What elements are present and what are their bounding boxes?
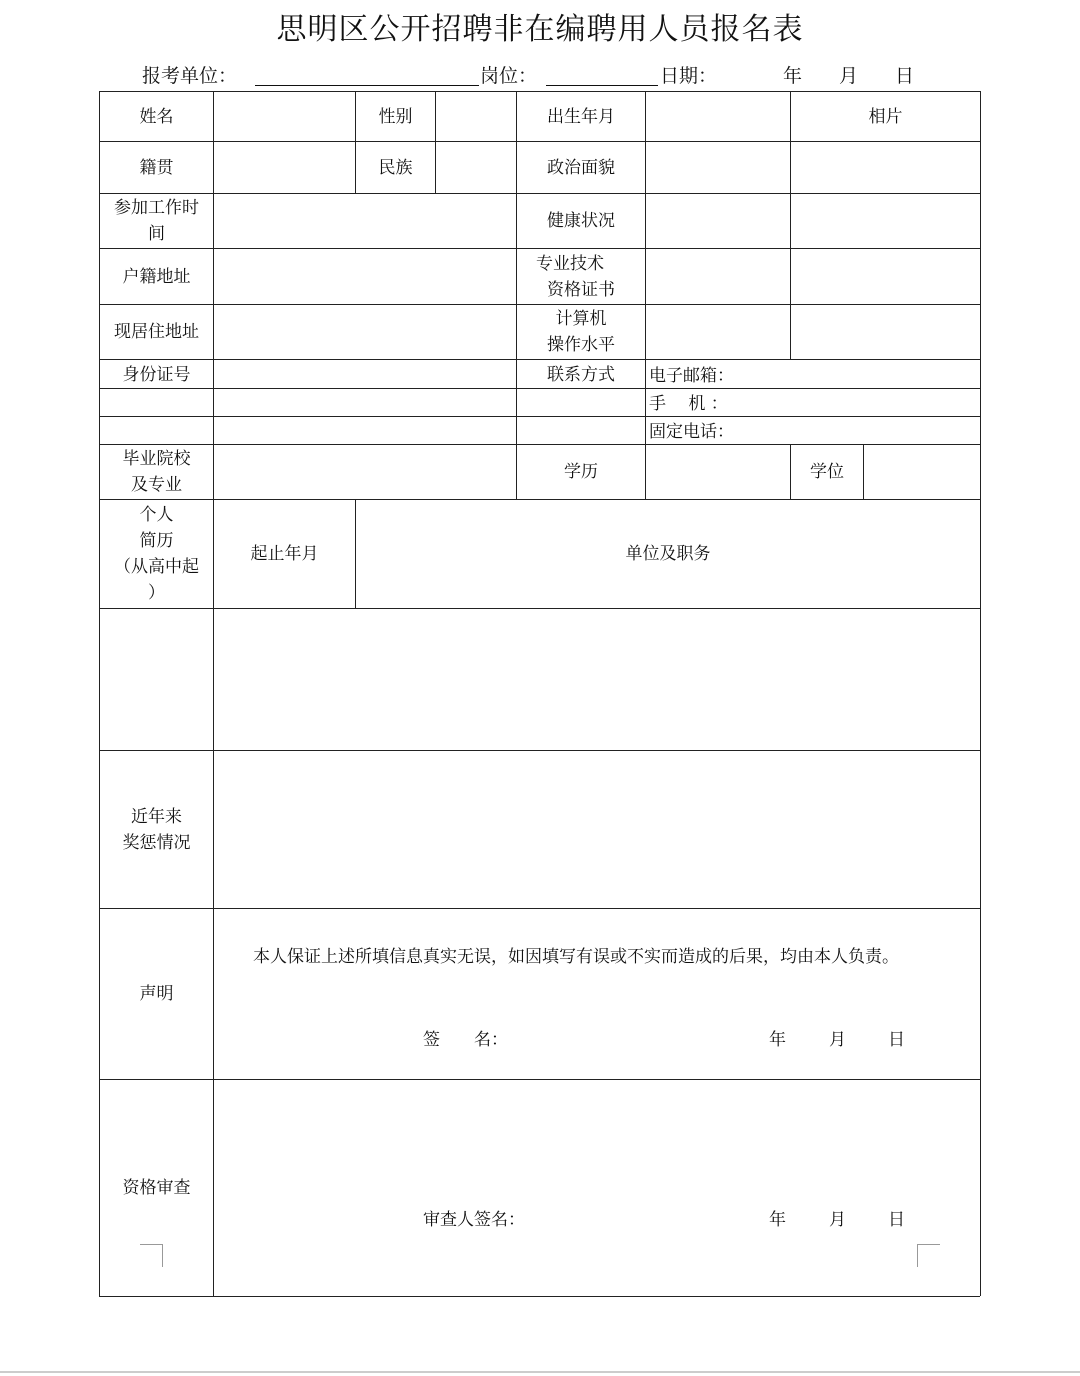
resume-label [100, 500, 213, 608]
ethnicity-field[interactable] [436, 142, 516, 193]
work-start-field[interactable] [214, 194, 516, 248]
awards-field[interactable] [214, 751, 980, 908]
page-bottom-divider [0, 1371, 1080, 1373]
native-place-label: 籍贯 [139, 157, 174, 178]
cert-label [517, 249, 645, 304]
contact-label: 联系方式 [547, 365, 615, 385]
school-field[interactable] [214, 445, 516, 499]
date-year: 年 [783, 65, 803, 87]
period-header: 起止年月 [250, 544, 319, 564]
resume-label-line3: （从高中起 [114, 557, 199, 577]
unit-label: 报考单位： [142, 65, 238, 87]
education-field[interactable] [646, 445, 790, 499]
date-label: 日期： [660, 65, 718, 87]
review-month: 月 [829, 1210, 846, 1230]
computer-label-line1: 计算机 [555, 309, 607, 329]
cert-label-line1: 专业技术 [536, 253, 604, 274]
landline-label: 固定电话： [649, 422, 734, 442]
computer-label [517, 305, 645, 359]
awards-label-line1: 近年来 [131, 806, 182, 827]
political-status-field[interactable] [646, 142, 790, 193]
education-label: 学历 [564, 462, 598, 482]
name-field[interactable] [214, 92, 355, 141]
health-field[interactable] [646, 194, 790, 248]
qualification-label: 资格审查 [122, 1178, 191, 1198]
crop-mark-right [917, 1244, 940, 1267]
position-input-line[interactable] [546, 85, 658, 86]
native-place-field[interactable] [214, 142, 355, 193]
cert-label-line2: 资格证书 [547, 279, 615, 300]
degree-label: 学位 [810, 462, 844, 482]
work-start-label-line1: 参加工作时 [114, 198, 199, 218]
gender-label: 性别 [378, 106, 413, 127]
computer-field[interactable] [646, 305, 790, 359]
sign-label: 签 名： [423, 1030, 508, 1050]
school-label [100, 445, 213, 499]
school-label-line1: 毕业院校 [122, 449, 191, 469]
unit-input-line[interactable] [255, 85, 479, 86]
crop-mark-left [140, 1244, 163, 1267]
current-address-field[interactable] [214, 305, 516, 359]
email-label: 电子邮箱： [649, 366, 734, 386]
id-number-label: 身份证号 [122, 365, 191, 385]
birth-label: 出生年月 [547, 106, 615, 127]
resume-label-line4: ） [148, 583, 165, 603]
cert-field[interactable] [646, 249, 790, 304]
sign-day: 日 [888, 1030, 905, 1050]
resume-field[interactable] [214, 609, 980, 750]
mobile-label: 手 机 ： [649, 394, 728, 414]
ethnicity-label: 民族 [378, 157, 413, 178]
date-month: 月 [839, 65, 859, 87]
school-label-line2: 及专业 [131, 475, 182, 495]
health-label: 健康状况 [547, 211, 615, 231]
form-title: 思明区公开招聘非在编聘用人员报名表 [276, 12, 804, 47]
reviewer-label: 审查人签名： [423, 1210, 525, 1230]
review-day: 日 [888, 1210, 905, 1230]
unit-duty-header: 单位及职务 [625, 544, 711, 564]
resume-label-line2: 简历 [139, 531, 174, 551]
declaration-text: 本人保证上述所填信息真实无误，如因填写有误或不实而造成的后果，均由本人负责。 [253, 947, 899, 967]
hukou-address-field[interactable] [214, 249, 516, 304]
gender-field[interactable] [436, 92, 516, 141]
date-day: 日 [895, 65, 915, 87]
sign-year: 年 [769, 1030, 786, 1050]
hukou-address-label: 户籍地址 [122, 266, 191, 287]
current-address-label: 现居住地址 [114, 322, 199, 342]
position-label: 岗位： [480, 65, 538, 87]
declaration-label: 声明 [139, 984, 174, 1004]
photo-label: 相片 [868, 106, 903, 127]
political-status-label: 政治面貌 [547, 157, 615, 178]
awards-label [100, 751, 213, 908]
degree-field[interactable] [864, 445, 980, 499]
id-number-field[interactable] [214, 360, 516, 388]
birth-field[interactable] [646, 92, 790, 141]
sign-month: 月 [829, 1030, 846, 1050]
name-label: 姓名 [139, 106, 174, 127]
computer-label-line2: 操作水平 [547, 335, 615, 355]
work-start-label-line2: 间 [148, 224, 165, 244]
review-year: 年 [769, 1210, 786, 1230]
work-start-label [100, 194, 213, 248]
resume-label-line1: 个人 [139, 505, 174, 525]
awards-label-line2: 奖惩情况 [122, 832, 191, 853]
